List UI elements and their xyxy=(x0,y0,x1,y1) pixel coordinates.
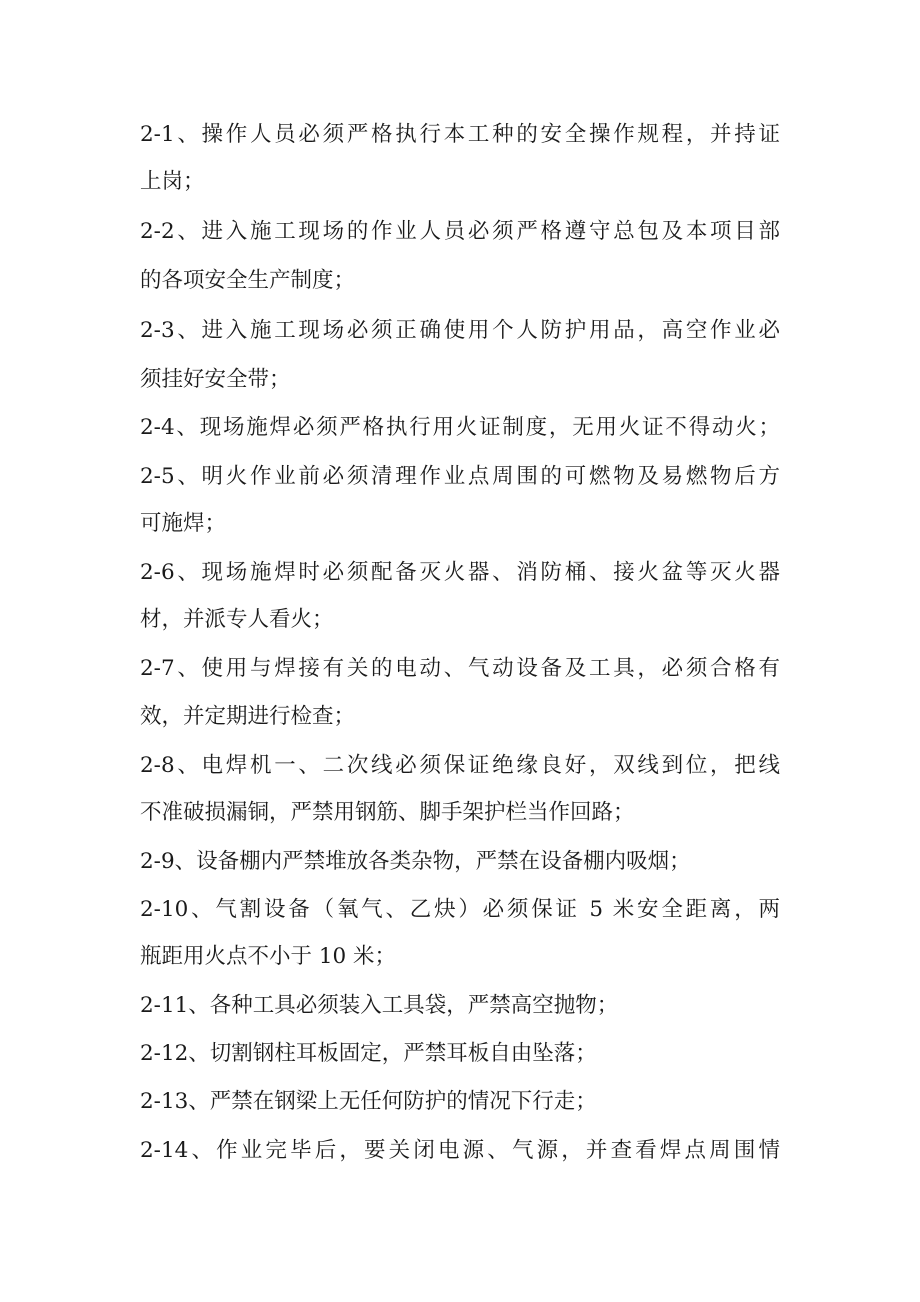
rule-2-8-line-1: 2-8、电焊机一、二次线必须保证绝缘良好，双线到位，把线 xyxy=(140,753,780,778)
rule-2-1-line-2: 上岗； xyxy=(140,169,205,194)
rule-2-1-line-1: 2-1、操作人员必须严格执行本工种的安全操作规程，并持证 xyxy=(140,122,780,147)
rule-2-10-line-2: 瓶距用火点不小于 10 米； xyxy=(140,944,397,969)
rule-2-8-line-2: 不准破损漏铜，严禁用钢筋、脚手架护栏当作回路； xyxy=(140,800,635,825)
rule-2-12-line-1: 2-12、切割钢柱耳板固定，严禁耳板自由坠落； xyxy=(140,1041,597,1066)
rule-2-2-line-2: 的各项安全生产制度； xyxy=(140,268,356,293)
rule-2-10-line-1: 2-10、气割设备（氧气、乙炔）必须保证 5 米安全距离，两 xyxy=(140,897,780,922)
rule-2-2-line-1: 2-2、进入施工现场的作业人员必须严格遵守总包及本项目部 xyxy=(140,219,780,244)
rule-2-6-line-1: 2-6、现场施焊时必须配备灭火器、消防桶、接火盆等灭火器 xyxy=(140,560,780,585)
rule-2-3-line-2: 须挂好安全带； xyxy=(140,367,291,392)
rule-2-5-line-2: 可施焊； xyxy=(140,511,227,536)
rule-2-5-line-1: 2-5、明火作业前必须清理作业点周围的可燃物及易燃物后方 xyxy=(140,464,780,489)
rule-2-13-line-1: 2-13、严禁在钢梁上无任何防护的情况下行走； xyxy=(140,1089,597,1114)
rule-2-4-line-1: 2-4、现场施焊必须严格执行用火证制度，无用火证不得动火； xyxy=(140,415,780,440)
rule-2-14-line-1: 2-14、作业完毕后，要关闭电源、气源，并查看焊点周围情 xyxy=(140,1138,780,1163)
rule-2-3-line-1: 2-3、进入施工现场必须正确使用个人防护用品，高空作业必 xyxy=(140,318,780,343)
rule-2-7-line-2: 效，并定期进行检查； xyxy=(140,704,356,729)
rule-2-6-line-2: 材，并派专人看火； xyxy=(140,607,334,632)
rule-2-7-line-1: 2-7、使用与焊接有关的电动、气动设备及工具，必须合格有 xyxy=(140,656,780,681)
rule-2-9-line-1: 2-9、设备棚内严禁堆放各类杂物，严禁在设备棚内吸烟； xyxy=(140,849,691,874)
rule-2-11-line-1: 2-11、各种工具必须装入工具袋，严禁高空抛物； xyxy=(140,993,619,1018)
